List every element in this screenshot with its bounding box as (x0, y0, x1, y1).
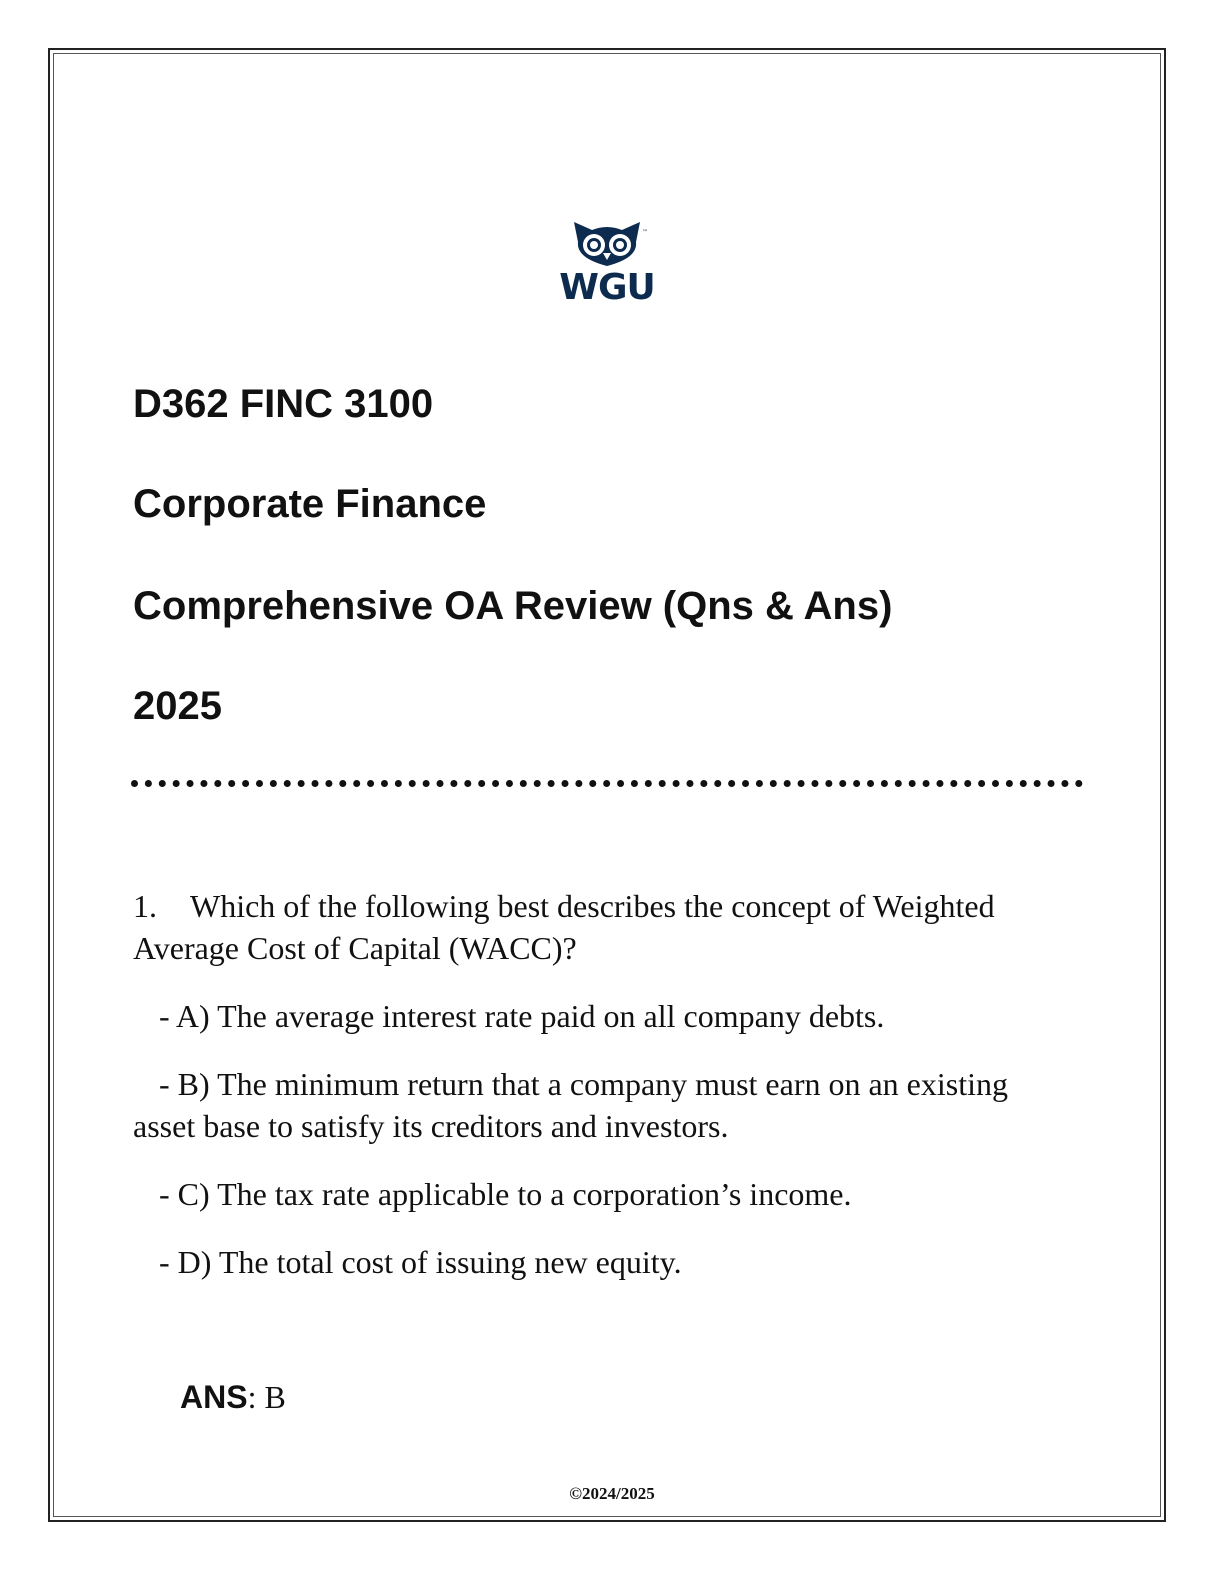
logo-text: WGU (559, 267, 655, 308)
dotted-divider (131, 780, 1083, 787)
document-year: 2025 (133, 684, 222, 728)
copyright-footer: ©2024/2025 (569, 1484, 655, 1503)
question-number: 1. (133, 888, 157, 924)
question-text: Which of the following best describes the concept of Weighted Average Cost of Capital (WACC)? (133, 888, 995, 966)
document-title: Comprehensive OA Review (Qns & Ans) (133, 584, 893, 628)
svg-text:™: ™ (642, 229, 648, 236)
course-subject: Corporate Finance (133, 482, 487, 526)
answer-label: ANS (180, 1379, 248, 1415)
course-code: D362 FINC 3100 (133, 382, 434, 426)
answer (180, 1376, 286, 1418)
wgu-logo (552, 220, 662, 310)
owl-icon (552, 220, 662, 270)
option-d: - D) The total cost of issuing new equity. (159, 1244, 682, 1280)
answer-value: : B (247, 1379, 286, 1415)
option-c: - C) The tax rate applicable to a corporation’s income. (159, 1176, 852, 1212)
option-a: - A) The average interest rate paid on all company debts. (159, 998, 885, 1034)
option-b: - B) The minimum return that a company must earn on an existing asset base to satisfy its creditors and investors. (133, 1066, 1008, 1144)
question-1 (133, 885, 1033, 969)
